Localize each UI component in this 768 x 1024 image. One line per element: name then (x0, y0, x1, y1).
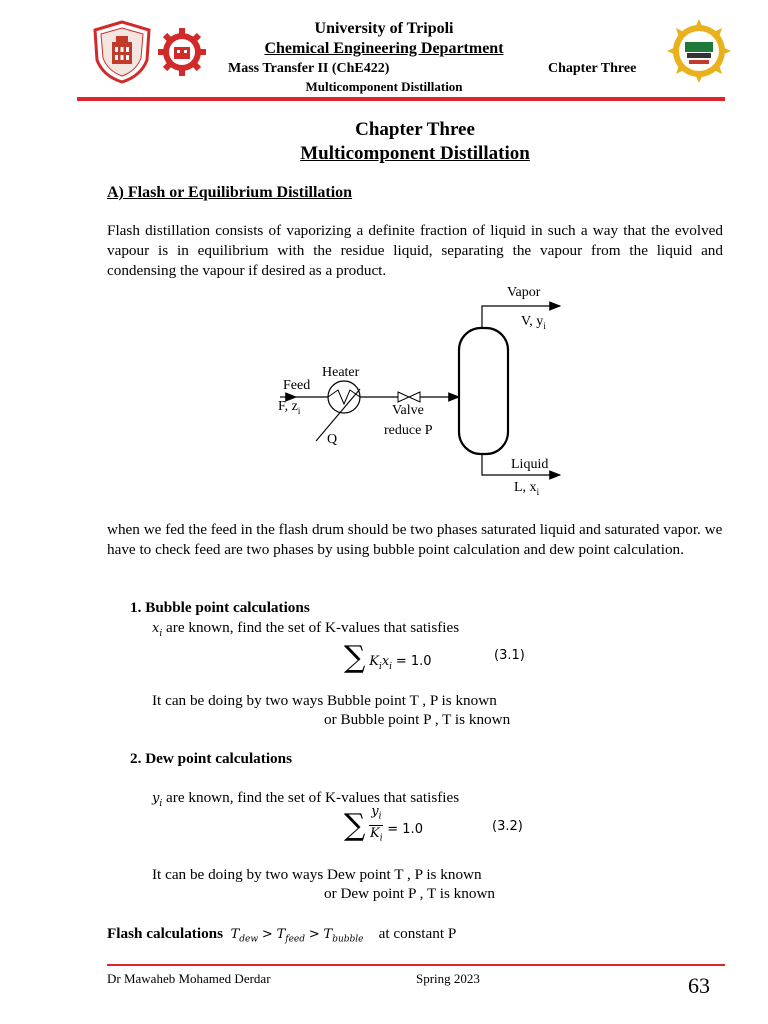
t-bubble (323, 927, 364, 945)
dew-fraction (369, 804, 383, 846)
gt-1: > (261, 927, 273, 942)
valve-symbol (398, 392, 409, 402)
dew-ways-2: or Dew point P , T is known (324, 885, 496, 902)
feed-stream-label (278, 399, 300, 416)
sum-symbol: ∑ (344, 640, 366, 675)
feed-paragraph: when we fed the feed in the flash drum should be two phases saturated liquid and saturated vapor. we have to check feed are two phases by using bubble point calculation and dew point calculation. (107, 521, 723, 558)
dew-var-idx: i (159, 799, 163, 810)
bubble-known-line (152, 619, 459, 639)
bubble-ways-2: or Bubble point P , T is known (324, 711, 511, 728)
dew-frac-den-idx: i (379, 833, 383, 844)
page-number: 63 (688, 973, 710, 998)
t-dew-symbol: T (230, 927, 240, 942)
liquid-stream-label (514, 480, 539, 497)
bubble-heading: 1. Bubble point calculations (130, 599, 310, 616)
flash-drum (459, 328, 508, 454)
heater-label: Heater (322, 365, 360, 380)
bubble-var: x (152, 621, 160, 636)
bubble-var-idx: i (159, 629, 163, 640)
feed-label: Feed (283, 378, 311, 393)
feed-stream-text: F, z (278, 399, 298, 414)
bubble-eq-rhs: = 1.0 (395, 654, 432, 669)
t-feed-sub: feed (285, 934, 306, 945)
dew-heading: 2. Dew point calculations (130, 750, 293, 767)
bubble-eq-x: x (381, 654, 390, 669)
dew-frac-num-idx: i (378, 812, 382, 823)
chapter-subtitle-text: Multicomponent Distillation (300, 143, 530, 164)
liquid-stream-text: L, x (514, 480, 537, 495)
university-name: University of Tripoli (314, 20, 454, 37)
header-divider (77, 97, 725, 101)
bubble-eq-k-idx: i (378, 662, 382, 673)
gt-2: > (308, 927, 320, 942)
dew-frac-num: $y_i$ (369, 804, 383, 826)
bubble-equation (344, 638, 432, 673)
t-feed-symbol: T (276, 927, 286, 942)
header-chapter: Chapter Three (548, 61, 637, 76)
department-name: Chemical Engineering Department (264, 40, 504, 57)
feed-stream-index: i (297, 405, 301, 416)
bubble-eq-k: K (369, 654, 379, 669)
sum-symbol-2: ∑ (344, 808, 366, 843)
heat-duty-label: Q (327, 432, 338, 447)
bubble-eq-number: (3.1) (494, 648, 525, 663)
footer-divider (107, 964, 725, 966)
flash-calc-line (107, 925, 456, 945)
vapor-label: Vapor (507, 285, 541, 300)
t-bubble-sub: bubble (332, 934, 364, 945)
header-topic: Multicomponent Distillation (305, 79, 463, 94)
dew-known-text: are known, find the set of K-values that satisfies (162, 789, 460, 806)
bubble-eq-x-idx: i (389, 662, 393, 673)
vapor-stream-text: V, y (521, 314, 544, 329)
t-dew (230, 927, 259, 945)
section-heading: A) Flash or Equilibrium Distillation (107, 184, 353, 201)
dew-eq-number: (3.2) (492, 819, 523, 834)
chapter-title: Chapter Three (355, 119, 475, 140)
flash-calc-suffix: at constant P (378, 925, 457, 942)
liquid-stream-index: i (536, 486, 540, 497)
t-dew-sub: dew (239, 934, 259, 945)
valve-sublabel: reduce P (384, 423, 433, 438)
dew-equation (344, 806, 423, 851)
flash-calc-label: Flash calculations (107, 925, 224, 942)
course-code: Mass Transfer II (ChE422) (228, 61, 390, 76)
chapter-subtitle (0, 143, 768, 165)
t-bubble-symbol: T (323, 927, 333, 942)
section-paragraph: Flash distillation consists of vaporizing a definite fraction of liquid in such a way that the evolved vapour is in equilibrium with the residue liquid, separating the vapour from the liquid and condensing the vapour if desired as a product. (107, 222, 723, 279)
vapor-stream-label (521, 314, 546, 331)
dew-var: y (152, 791, 160, 806)
valve-label: Valve (392, 403, 424, 418)
liquid-label: Liquid (511, 457, 549, 472)
t-feed (276, 927, 306, 945)
dew-ways-1: It can be doing by two ways Dew point T , P is known (152, 866, 482, 883)
footer-author: Dr Mawaheb Mohamed Derdar (107, 971, 271, 986)
bubble-ways-1: It can be doing by two ways Bubble point T , P is known (152, 692, 497, 709)
dew-eq-rhs: = 1.0 (387, 822, 423, 837)
footer-term: Spring 2023 (416, 971, 480, 986)
vapor-stream-index: i (543, 320, 546, 331)
bubble-known-text: are known, find the set of K-values that satisfies (162, 619, 460, 636)
dew-frac-den: $K_i$ (370, 826, 383, 844)
